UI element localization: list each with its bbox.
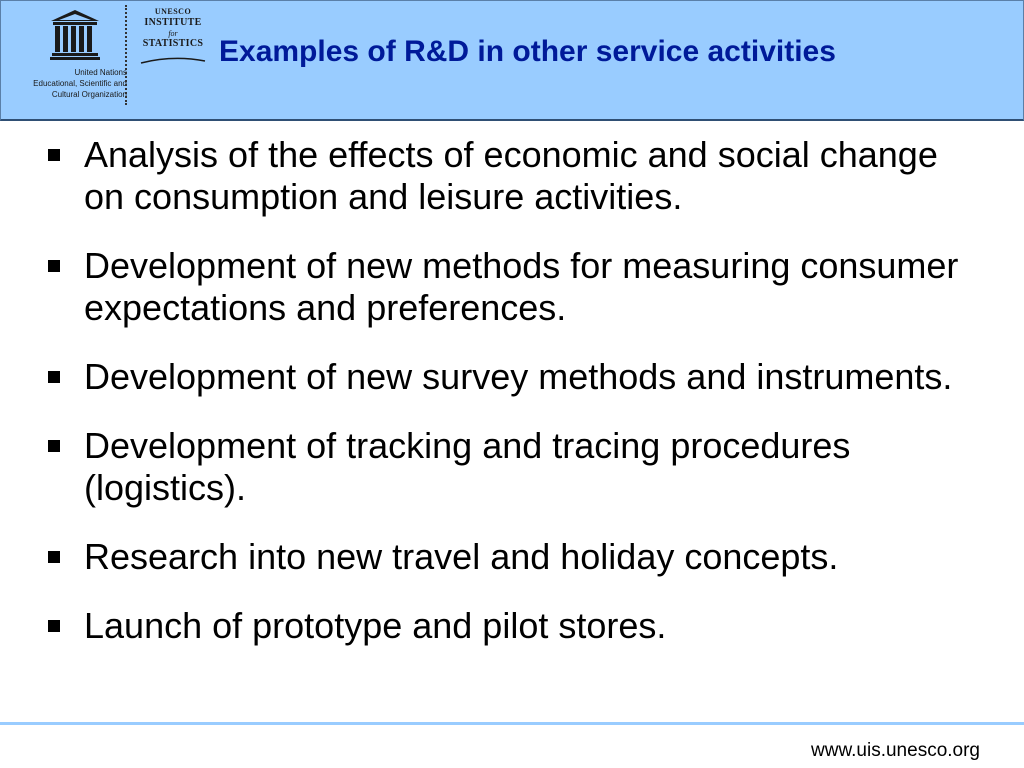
uis-logo: [137, 7, 209, 67]
uis-logo-line: INSTITUTE: [144, 17, 202, 28]
unesco-org-name: [11, 67, 127, 100]
slide-header: [0, 0, 1024, 121]
uis-swash-icon: [139, 57, 207, 65]
logo-divider: [125, 5, 127, 105]
bullet-list: [44, 134, 964, 674]
footer-divider: [0, 722, 1024, 725]
uis-logo-line: for: [168, 29, 178, 38]
bullet-item: [44, 134, 964, 218]
org-name-line: Educational, Scientific and: [33, 79, 127, 88]
uis-logo-line: STATISTICS: [142, 38, 204, 49]
bullet-text: Research into new travel and holiday concepts.: [84, 536, 839, 577]
square-bullet-icon: [48, 371, 60, 383]
bullet-text: Launch of prototype and pilot stores.: [84, 605, 667, 646]
bullet-text: Development of tracking and tracing procedures (logistics).: [84, 425, 851, 508]
square-bullet-icon: [48, 551, 60, 563]
slide-title: Examples of R&D in other service activities: [219, 35, 836, 68]
bullet-item: [44, 425, 964, 509]
bullet-text: Analysis of the effects of economic and social change on consumption and leisure activities.: [84, 134, 938, 217]
square-bullet-icon: [48, 620, 60, 632]
bullet-item: [44, 605, 964, 647]
bullet-item: [44, 356, 964, 398]
bullet-text: Development of new survey methods and instruments.: [84, 356, 953, 397]
square-bullet-icon: [48, 440, 60, 452]
square-bullet-icon: [48, 149, 60, 161]
bullet-item: [44, 536, 964, 578]
bullet-text: Development of new methods for measuring consumer expectations and preferences.: [84, 245, 959, 328]
footer-url: www.uis.unesco.org: [811, 740, 980, 761]
org-name-line: Cultural Organization: [51, 90, 127, 99]
org-name-line: United Nations: [74, 68, 127, 77]
bullet-item: [44, 245, 964, 329]
unesco-temple-icon: [49, 9, 101, 63]
uis-logo-line: UNESCO: [154, 7, 192, 16]
unesco-logo: [11, 7, 127, 115]
square-bullet-icon: [48, 260, 60, 272]
